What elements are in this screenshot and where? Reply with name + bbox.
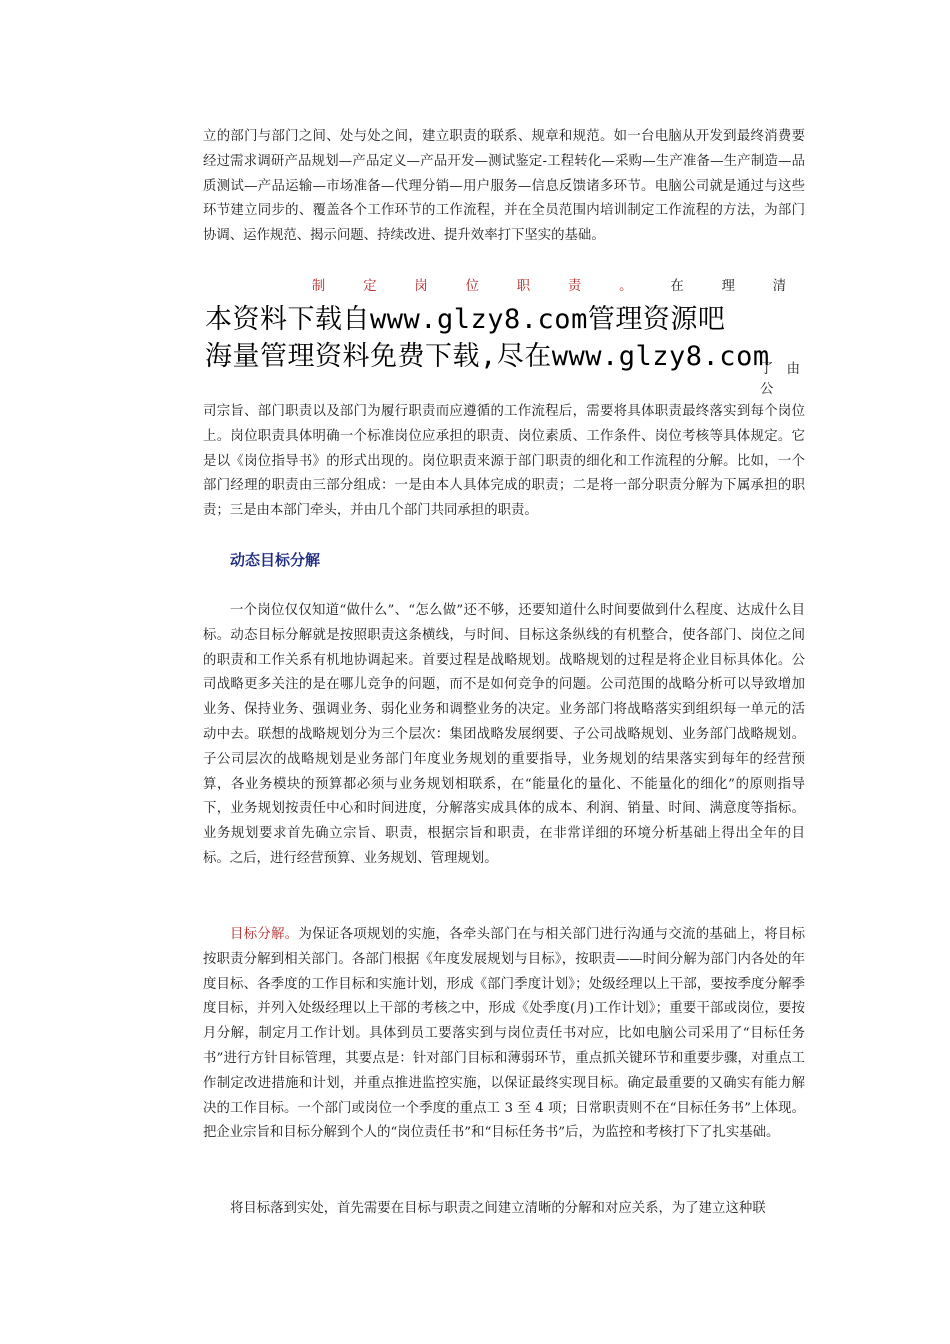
section-heading: 动态目标分解 xyxy=(230,551,321,569)
paragraph-dynamic-goals: 一个岗位仅仅知道“做什么”、“怎么做”还不够，还要知道什么时间要做到什么程度、达成什么目标。动态目标分解就是按照职责这条横线，与时间、目标这条纵线的有机整合，使各部门、岗位之间的职责和工作关系有机地协调起来。首要过程是战略规划。战略规划的过程是将企业目标具体化。公司战略更多关注的是在哪儿竞争的问题，而不是如何竞争的问题。公司范围的战略分析可以导致增加业务、保持业务、强调业务、弱化业务和调整业务的决定。业务部门将战略落实到组织每一单元的活动中去。联想的战略规划分为三个层次：集团战略发展纲要、子公司战略规划、业务部门战略规划。子公司层次的战略规划是业务部门年度业务规划的重要指导，业务规划的结果落实到每年的经营预算，各业务模块的预算都必须与业务规划相联系，在“能量化的量化、不能量化的细化”的原则指导下，业务规划按责任中心和时间进度，分解落实成具体的成本、利润、销量、时间、满意度等指标。业务规划要求首先确立宗旨、职责，根据宗旨和职责，在非常详细的环境分析基础上得出全年的目标。之后，进行经营预算、业务规划、管理规划。 xyxy=(203,603,805,866)
spread-char: 。 xyxy=(619,279,633,294)
spread-char: 职 xyxy=(516,279,531,294)
spread-char: 责 xyxy=(567,279,582,294)
paragraph-implement: 将目标落到实处，首先需要在目标与职责之间建立清晰的分解和对应关系，为了建立这种联 xyxy=(230,1201,766,1216)
spread-char: 位 xyxy=(465,279,479,294)
spread-char: 在 xyxy=(670,279,684,294)
paragraph-lead: 目标分解。 xyxy=(230,927,299,942)
spread-char: 清 xyxy=(772,279,787,294)
spread-char: 制 xyxy=(311,279,326,294)
spread-char: 岗 xyxy=(414,279,428,294)
watermark-line-2: 海量管理资料免费下载,尽在www.glzy8.com xyxy=(205,341,770,372)
paragraph-goal-breakdown xyxy=(203,923,805,1146)
paragraph-workflow: 立的部门与部门之间、处与处之间，建立职责的联系、规章和规范。如一台电脑从开发到最终消费要经过需求调研产品规划—产品定义—产品开发—测试鉴定-工程转化—采购—生产准备—生产制造—品质测试—产品运输—市场准备—代理分销—用户服务—信息反馈诸多环节。电脑公司就是通过与这些环节建立同步的、覆盖各个工作环节的工作流程，并在全员范围内培训制定工作流程的方法，为部门协调、运作规范、揭示问题、持续改进、提升效率打下坚实的基础。 xyxy=(203,129,805,244)
spread-char: 理 xyxy=(721,279,735,294)
spread-text-line xyxy=(203,274,805,300)
spread-char: 定 xyxy=(363,279,377,294)
paragraph-body: 为保证各项规划的实施，各牵头部门在与相关部门进行沟通与交流的基础上，将目标按职责分解到相关部门。各部门根据《年度发展规划与目标》，按职责——时间分解为部门内各处的年度目标、各季度的工作目标和实施计划，形成《部门季度计划》；处级经理以上干部，要按季度分解季度目标，并列入处级经理以上干部的考核之中，形成《处季度(月)工作计划》；重要干部或岗位，要按月分解，制定月工作计划。具体到员工要落实到与岗位责任书对应，比如电脑公司采用了“目标任务书”进行方针目标管理，其要点是：针对部门目标和薄弱环节，重点抓关键环节和重要步骤，对重点工作制定改进措施和计划，并重点推进监控实施，以保证最终实现目标。确定最重要的又确实有能力解决的工作目标。一个部门或岗位一个季度的重点工 3 至 4 项；日常职责则不在“目标任务书”上体现。把企业宗旨和目标分解到个人的“岗位责任书”和“目标任务书”后，为监控和考核打下了扎实基础。 xyxy=(203,927,806,1141)
watermark-line-1: 本资料下载自www.glzy8.com管理资源吧 xyxy=(205,304,726,335)
paragraph-job-duties: 司宗旨、部门职责以及部门为履行职责而应遵循的工作流程后，需要将具体职责最终落实到每个岗位上。岗位职责具体明确一个标准岗位应承担的职责、岗位素质、工作条件、岗位考核等具体规定。它是以《岗位指导书》的形式出现的。岗位职责来源于部门职责的细化和工作流程的分解。比如，一个部门经理的职责由三部分组成：一是由本人具体完成的职责；二是将一部分职责分解为下属承担的职责；三是由本部门牵头，并由几个部门共同承担的职责。 xyxy=(203,404,805,519)
tail-text: 了由公 xyxy=(760,362,805,397)
